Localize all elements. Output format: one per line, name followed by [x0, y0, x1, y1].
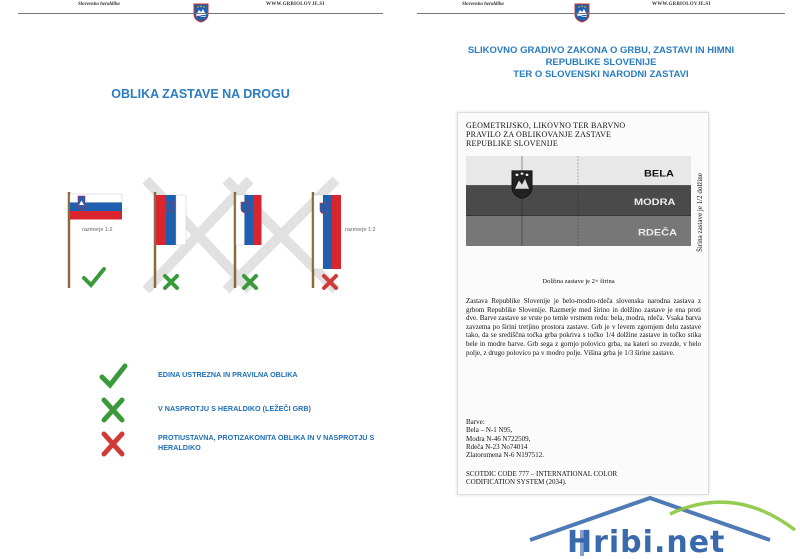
header-rule: [18, 13, 383, 14]
left-page: [8, 0, 393, 540]
scan-flag-diagram: [466, 156, 691, 246]
legend-row-correct: [98, 362, 398, 392]
scan-heading: [466, 121, 691, 148]
legend-text-heraldry: V NASPROTJU S HERALDIKO (LEŽEČI GRB): [158, 404, 311, 413]
right-page: [407, 0, 795, 540]
mark-1-check-icon: [84, 269, 104, 285]
scan-heading-line-3: REPUBLIKE SLOVENIJE: [466, 139, 559, 148]
scan-side-label: Širina zastave je 1/2 dolžine: [696, 173, 704, 253]
mark-2-cross-icon: [165, 276, 177, 288]
flag-horizontal-correct: [69, 192, 122, 288]
scan-label-red: RDEČA: [638, 228, 678, 239]
ratio-label-left: razmerje 1:2: [82, 227, 113, 233]
cross-icon: [98, 396, 128, 424]
legend-row-unconstitutional: [98, 430, 398, 470]
flag-comparison-illustration: [58, 178, 408, 298]
scan-heading-line-1: GEOMETRIJSKO, LIKOVNO TER BARVNO: [466, 121, 626, 130]
scan-label-blue: MODRA: [634, 197, 676, 208]
scan-color-1: Bela – N-1 N95,: [466, 426, 513, 435]
scan-color-4: Zlatorumena N-6 N197512.: [466, 451, 544, 460]
scan-color-code: [466, 470, 701, 487]
left-page-title: OBLIKA ZASTAVE NA DROGU: [111, 87, 290, 101]
header-site-left-right-page: Slovenska heraldika: [462, 2, 504, 7]
legend-text-unconstitutional: PROTIUSTAVNA, PROTIZAKONITA OBLIKA IN V NASPROTJU S HERALDIKO: [158, 433, 375, 452]
scan-color-2: Modra N-46 N722509,: [466, 434, 531, 443]
scan-color-3: Rdeča N-23 No74014: [466, 442, 528, 451]
scanned-law-document: [457, 112, 709, 495]
legend-row-heraldry: [98, 396, 398, 426]
scan-code-line-2: CODIFICATION SYSTEM (2034).: [466, 478, 567, 487]
header-site-right-right-page: WWW.GRBIOLOVJE.SI: [652, 2, 711, 7]
header-rule: [417, 13, 785, 14]
right-title-line-1: SLIKOVNO GRADIVO ZAKONA O GRBU, ZASTAVI IN HIMNI: [467, 45, 735, 56]
watermark-text: Hribi.net: [567, 525, 726, 559]
right-page-title: [417, 45, 785, 81]
scan-caption: Dolžina zastave je 2× širina: [542, 278, 615, 285]
right-title-line-3: TER O SLOVENSKI NARODNI ZASTAVI: [513, 69, 689, 80]
scan-paragraph: Zastava Republike Slovenije je belo-modro-rdeča slovenska narodna zastava z grbom Republike Slovenije. Razmerje med širino in dolžino zastave je ena proti dve. Barve zastave se vrste po temle vrstnem redu: bela, modra, rdeča. Vsaka barva zavzema po širini tretjino prostora zastave. Grb je v levem zgornjem delu zastave tako, da se središčna točka grba pokriva s točko 1/4 dolžine zastave in točko stika bele in modre barve. Grb sega z gornjo polovico grba, na kateri so zvezde, v belo polje, z drugo polovico pa v modro polje. Višina grba je 1/3 širine zastave.: [466, 297, 701, 357]
header-site-right: WWW.GRBIOLOVJE.SI: [266, 2, 325, 7]
scan-label-white: BELA: [644, 169, 674, 180]
legend-text-correct: EDINA USTREZNA IN PRAVILNA OBLIKA: [158, 370, 298, 379]
scan-colors-title: Barve:: [466, 418, 485, 426]
right-title-line-2: REPUBLIKE SLOVENIJE: [545, 57, 657, 68]
check-icon: [98, 362, 128, 390]
scan-code-line-1: SCOTDIC CODE 777 – INTERNATIONAL COLOR: [466, 470, 618, 478]
header-site-left: Slovenska heraldika: [78, 2, 120, 7]
scan-color-list: [466, 418, 701, 459]
left-page-header: [8, 0, 393, 14]
scan-heading-line-2: PRAVILO ZA OBLIKOVANJE ZASTAVE: [466, 130, 612, 139]
right-page-header: [407, 0, 795, 14]
ratio-label-right: razmerje 1:2: [345, 227, 376, 233]
cross-icon: [98, 430, 128, 458]
